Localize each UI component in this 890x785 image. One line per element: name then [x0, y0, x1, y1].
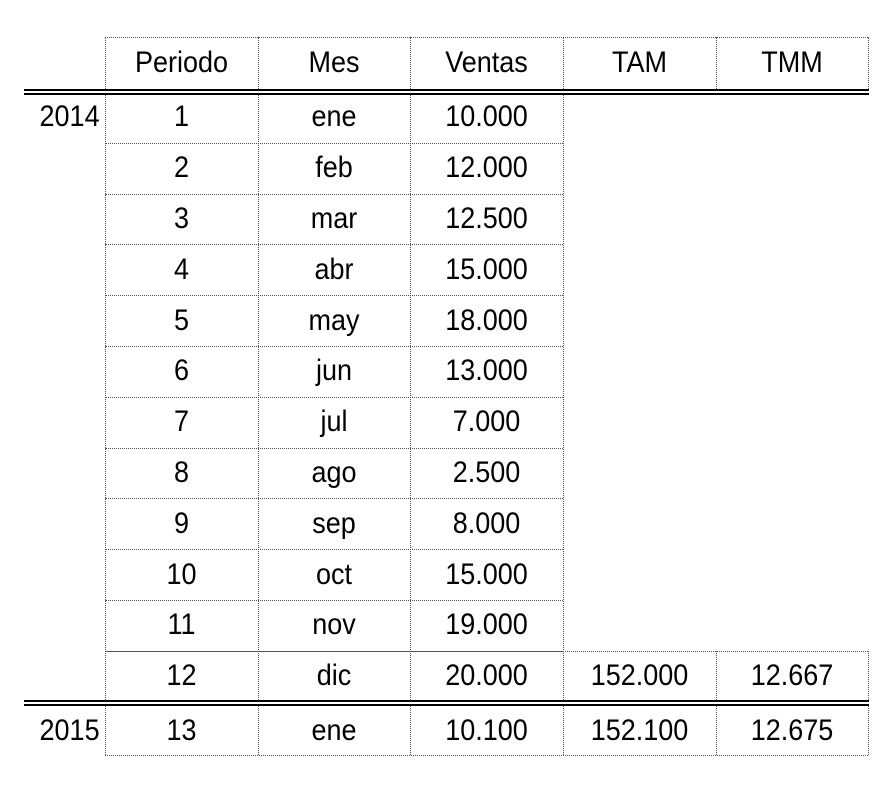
- table-cell-mes: may: [308, 303, 360, 337]
- column-header-tam: TAM: [611, 46, 667, 79]
- column-header-mes: Mes: [308, 46, 360, 79]
- grid-line: [105, 37, 868, 38]
- year-label: 2015: [39, 713, 100, 747]
- rule-line: [24, 93, 869, 95]
- table-cell-tam: [571, 346, 709, 397]
- table-cell-tam: [571, 549, 709, 600]
- grid-line: [105, 37, 106, 89]
- grid-line: [105, 95, 106, 700]
- table-cell-tmm: [724, 244, 861, 295]
- column-header-tmm: TMM: [761, 46, 823, 79]
- grid-line: [563, 37, 564, 89]
- grid-line: [105, 651, 868, 652]
- table-cell-tmm: [724, 194, 861, 245]
- grid-line: [563, 706, 564, 755]
- table-cell-tam: [571, 448, 709, 499]
- table-cell-ventas: 2.500: [452, 455, 521, 489]
- table-cell-ventas: 15.000: [445, 252, 528, 286]
- grid-line: [410, 95, 411, 700]
- table-cell-periodo: 10: [166, 557, 197, 591]
- table-cell-ventas: 12.500: [445, 201, 528, 235]
- grid-line: [868, 651, 869, 700]
- grid-line: [258, 95, 259, 700]
- table-cell-tam: [571, 397, 709, 448]
- table-cell-tam: [571, 295, 709, 346]
- table-cell-ventas: 10.100: [445, 713, 528, 747]
- table-cell-periodo: 2: [173, 151, 190, 185]
- grid-line: [105, 448, 563, 449]
- table-cell-tam: [571, 143, 709, 194]
- table-cell-periodo: 5: [173, 303, 190, 337]
- table-cell-tam: [571, 244, 709, 295]
- table-cell-periodo: 9: [173, 506, 190, 540]
- table-cell-periodo: 7: [173, 405, 190, 439]
- table-cell-mes: nov: [312, 608, 356, 642]
- table-cell-periodo: 8: [173, 455, 190, 489]
- table-cell-periodo: 12: [166, 659, 197, 693]
- column-header-periodo: Periodo: [134, 46, 229, 79]
- grid-line: [105, 143, 563, 144]
- table-cell-tam: [571, 92, 709, 143]
- year-label: 2014: [39, 100, 100, 134]
- table-cell-tam: [571, 498, 709, 549]
- grid-line: [716, 651, 717, 700]
- rule-line: [24, 700, 869, 702]
- table-cell-ventas: 18.000: [445, 303, 528, 337]
- grid-line: [105, 498, 563, 499]
- table-cell-ventas: 10.000: [445, 100, 528, 134]
- year-label: [32, 549, 105, 600]
- table-cell-tmm: [724, 295, 861, 346]
- grid-line: [410, 37, 411, 89]
- table-cell-tmm: [724, 346, 861, 397]
- table-cell-tmm: [724, 549, 861, 600]
- table-cell-mes: dic: [316, 659, 352, 693]
- grid-line: [868, 37, 869, 89]
- table-cell-mes: ene: [311, 713, 357, 747]
- grid-line: [105, 397, 563, 398]
- table-cell-ventas: 12.000: [445, 151, 528, 185]
- table-cell-tam: [571, 600, 709, 651]
- table-cell-periodo: 4: [173, 252, 190, 286]
- table-cell-tmm: [724, 143, 861, 194]
- table-cell-periodo: 1: [173, 100, 190, 134]
- grid-line: [105, 295, 563, 296]
- table-cell-tmm: [724, 498, 861, 549]
- grid-line: [716, 37, 717, 89]
- year-label: [32, 448, 105, 499]
- table-cell-mes: ene: [311, 100, 357, 134]
- table-cell-tmm: [724, 600, 861, 651]
- table-cell-tam: [571, 194, 709, 245]
- grid-line: [105, 706, 106, 755]
- year-label: [32, 346, 105, 397]
- table-cell-tmm: [724, 397, 861, 448]
- grid-line: [105, 600, 563, 601]
- year-label: [32, 498, 105, 549]
- table-cell-tmm: 12.675: [750, 713, 834, 747]
- grid-line: [105, 194, 563, 195]
- table-cell-mes: jul: [320, 405, 348, 439]
- grid-line: [105, 755, 868, 756]
- table-cell-tmm: 12.667: [750, 659, 834, 693]
- grid-line: [105, 549, 563, 550]
- table-cell-ventas: 15.000: [445, 557, 528, 591]
- table-cell-mes: abr: [314, 252, 354, 286]
- grid-line: [105, 346, 563, 347]
- column-header-ventas: Ventas: [445, 46, 528, 79]
- grid-line: [716, 706, 717, 755]
- table-cell-periodo: 3: [173, 201, 190, 235]
- year-label: [32, 651, 105, 702]
- table-cell-ventas: 20.000: [445, 659, 528, 693]
- grid-line: [563, 95, 564, 700]
- grid-line: [258, 37, 259, 89]
- year-label: [32, 397, 105, 448]
- rule-line: [24, 704, 869, 706]
- table-cell-mes: mar: [310, 201, 358, 235]
- table-cell-mes: jun: [315, 354, 353, 388]
- grid-line: [410, 706, 411, 755]
- grid-line: [868, 706, 869, 755]
- table-cell-periodo: 6: [173, 354, 190, 388]
- table-cell-tmm: [724, 92, 861, 143]
- table-cell-periodo: 13: [166, 713, 197, 747]
- table-cell-mes: sep: [312, 506, 356, 540]
- table-cell-ventas: 7.000: [452, 405, 521, 439]
- table-cell-ventas: 13.000: [445, 354, 528, 388]
- table-cell-ventas: 19.000: [445, 608, 528, 642]
- table-cell-tam: 152.000: [590, 659, 689, 693]
- table-cell-mes: feb: [315, 151, 353, 185]
- table-cell-mes: ago: [311, 455, 357, 489]
- table-cell-tam: 152.100: [590, 713, 689, 747]
- rule-line: [24, 89, 869, 91]
- table-cell-mes: oct: [315, 557, 353, 591]
- grid-line: [258, 706, 259, 755]
- table-cell-ventas: 8.000: [452, 506, 521, 540]
- grid-line: [105, 244, 563, 245]
- year-label: [32, 295, 105, 346]
- year-label: [32, 194, 105, 245]
- year-label: [32, 600, 105, 651]
- year-label: [32, 143, 105, 194]
- table-cell-periodo: 11: [167, 608, 196, 642]
- year-label: [32, 244, 105, 295]
- table-cell-tmm: [724, 448, 861, 499]
